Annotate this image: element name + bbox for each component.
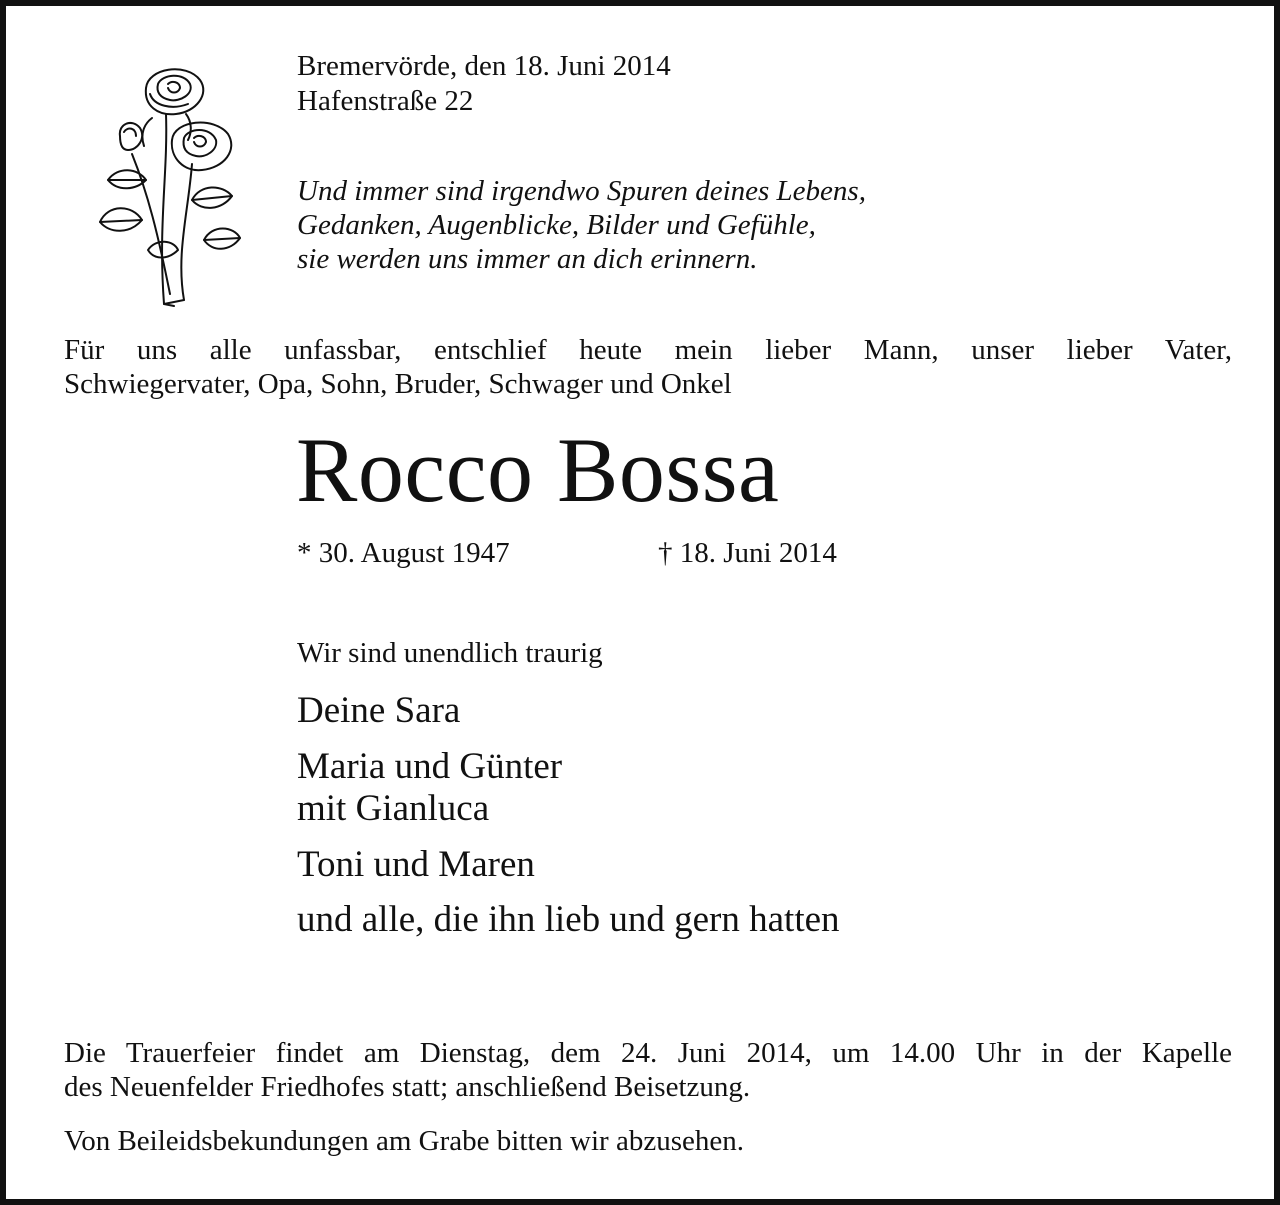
rose-bouquet-icon — [88, 54, 248, 312]
condolence-note: Von Beileidsbekundungen am Grabe bitten wir abzusehen. — [64, 1125, 744, 1157]
funeral-service-info — [64, 1036, 1232, 1104]
address: Hafenstraße 22 — [297, 85, 474, 117]
mourner-name: Maria und Günter — [297, 746, 563, 787]
mourner-name: mit Gianluca — [297, 788, 490, 829]
mourner-name: Deine Sara — [297, 690, 461, 731]
birth-date: * 30. August 1947 — [297, 537, 510, 569]
intro-line: Für uns alle unfassbar, entschlief heute mein lieber Mann, unser lieber Vater, — [64, 334, 1232, 366]
mourner-name: Toni und Maren — [297, 844, 535, 885]
place-and-date: Bremervörde, den 18. Juni 2014 — [297, 50, 671, 82]
poem-line: Und immer sind irgendwo Spuren deines Lebens, — [297, 175, 866, 207]
intro-line: Schwiegervater, Opa, Sohn, Bruder, Schwager und Onkel — [64, 368, 732, 400]
death-date: † 18. Juni 2014 — [658, 537, 837, 569]
poem — [297, 174, 866, 276]
mourner-name: und alle, die ihn lieb und gern hatten — [297, 899, 840, 940]
deceased-name: Rocco Bossa — [296, 419, 780, 521]
mourning-statement: Wir sind unendlich traurig — [297, 637, 603, 669]
intro-text — [64, 333, 1232, 401]
service-line: Die Trauerfeier findet am Dienstag, dem 24. Juni 2014, um 14.00 Uhr in der Kapelle — [64, 1037, 1232, 1069]
service-line: des Neuenfelder Friedhofes statt; anschließend Beisetzung. — [64, 1071, 751, 1103]
poem-line: Gedanken, Augenblicke, Bilder und Gefühle, — [297, 209, 816, 241]
poem-line: sie werden uns immer an dich erinnern. — [297, 243, 758, 275]
